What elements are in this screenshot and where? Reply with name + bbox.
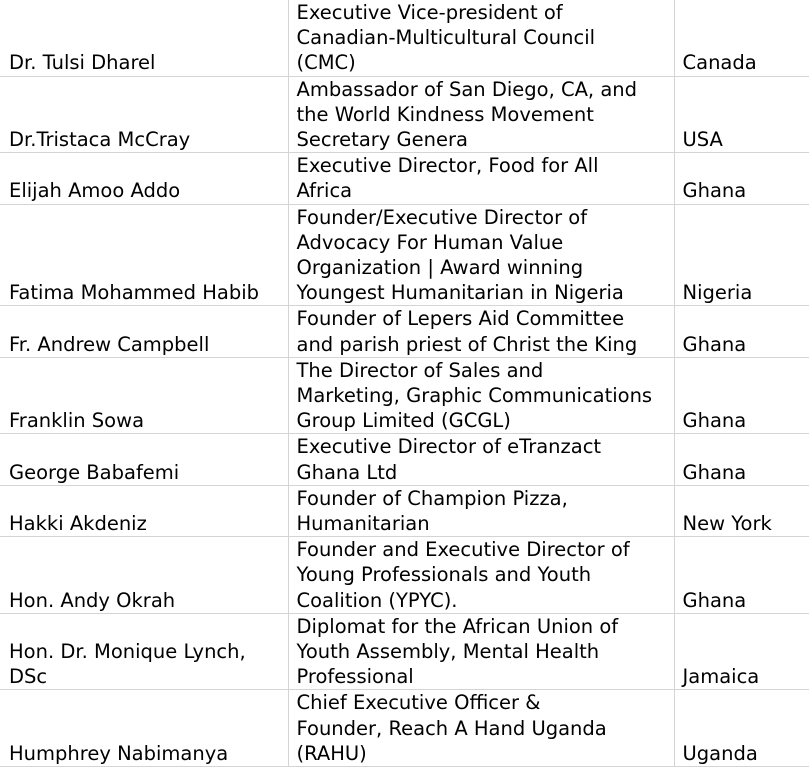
role-cell xyxy=(288,690,674,767)
role-text: Advocacy For Human Value xyxy=(296,230,564,254)
name-text: Fatima Mohammed Habib xyxy=(9,281,259,305)
name-cell xyxy=(0,76,288,153)
country-text: Ghana xyxy=(682,460,747,484)
role-text: (CMC) xyxy=(296,51,356,75)
name-cell xyxy=(0,434,288,485)
table-row xyxy=(0,690,809,767)
name-text: Dr. Tulsi Dharel xyxy=(9,51,156,75)
country-text: Ghana xyxy=(682,332,747,356)
role-cell xyxy=(288,613,674,690)
name-text: Hon. Andy Okrah xyxy=(9,588,176,612)
role-text: Youth Assembly, Mental Health xyxy=(296,640,600,664)
table-row xyxy=(0,357,809,434)
role-text: Young Professionals and Youth xyxy=(296,563,592,587)
role-cell xyxy=(288,0,674,76)
name-cell xyxy=(0,204,288,306)
role-cell xyxy=(288,306,674,357)
role-text: Ghana Ltd xyxy=(296,460,398,484)
name-text: Humphrey Nabimanya xyxy=(9,741,229,765)
name-cell xyxy=(0,690,288,767)
country-cell xyxy=(674,485,809,536)
role-text: Executive Director, Food for All xyxy=(296,154,599,178)
role-text: Founder of Lepers Aid Committee xyxy=(296,307,625,331)
role-text: Africa xyxy=(296,179,353,203)
role-cell xyxy=(288,537,674,614)
name-text: Dr.Tristaca McCray xyxy=(9,128,191,152)
country-text: USA xyxy=(682,128,723,152)
table-row xyxy=(0,204,809,306)
role-text: The Director of Sales and xyxy=(296,358,544,382)
role-cell xyxy=(288,153,674,204)
role-text: (RAHU) xyxy=(296,741,367,765)
country-cell xyxy=(674,153,809,204)
name-text: DSc xyxy=(9,665,48,689)
name-cell xyxy=(0,537,288,614)
country-cell xyxy=(674,357,809,434)
role-text: Marketing, Graphic Communications xyxy=(296,384,653,408)
country-text: Nigeria xyxy=(682,281,753,305)
name-cell xyxy=(0,485,288,536)
role-text: and parish priest of Christ the King xyxy=(296,332,638,356)
country-text: Ghana xyxy=(682,588,747,612)
name-text: Elijah Amoo Addo xyxy=(9,179,181,203)
country-text: Uganda xyxy=(682,741,758,765)
name-text: Hakki Akdeniz xyxy=(9,512,147,536)
name-text: Fr. Andrew Campbell xyxy=(9,332,210,356)
country-cell xyxy=(674,204,809,306)
table-row xyxy=(0,153,809,204)
country-text: New York xyxy=(682,512,772,536)
table-row xyxy=(0,306,809,357)
role-text: Chief Executive Officer & xyxy=(296,691,541,715)
role-text: Founder of Champion Pizza, xyxy=(296,486,568,510)
role-cell xyxy=(288,76,674,153)
name-cell xyxy=(0,613,288,690)
role-text: Executive Director of eTranzact xyxy=(296,435,602,459)
name-text: Franklin Sowa xyxy=(9,409,145,433)
name-cell xyxy=(0,153,288,204)
table-row xyxy=(0,434,809,485)
role-text: Professional xyxy=(296,665,414,689)
role-text: Youngest Humanitarian in Nigeria xyxy=(296,281,624,305)
role-text: Founder and Executive Director of xyxy=(296,538,630,562)
table-row xyxy=(0,613,809,690)
country-cell xyxy=(674,690,809,767)
role-cell xyxy=(288,434,674,485)
name-text: George Babafemi xyxy=(9,460,180,484)
role-cell xyxy=(288,204,674,306)
role-text: Founder, Reach A Hand Uganda xyxy=(296,716,607,740)
name-cell xyxy=(0,306,288,357)
country-text: Ghana xyxy=(682,179,747,203)
country-cell xyxy=(674,306,809,357)
country-text: Ghana xyxy=(682,409,747,433)
role-text: Executive Vice-president of xyxy=(296,1,563,24)
country-cell xyxy=(674,0,809,76)
country-cell xyxy=(674,76,809,153)
name-cell xyxy=(0,357,288,434)
role-text: Coalition (YPYC). xyxy=(296,588,458,612)
role-text: Group Limited (GCGL) xyxy=(296,409,511,433)
role-text: Organization | Award winning xyxy=(296,256,584,280)
role-text: Founder/Executive Director of xyxy=(296,205,588,229)
country-cell xyxy=(674,537,809,614)
country-cell xyxy=(674,613,809,690)
role-text: Secretary Genera xyxy=(296,128,468,152)
role-text: Canadian-Multicultural Council xyxy=(296,26,596,50)
name-cell xyxy=(0,0,288,76)
country-text: Jamaica xyxy=(682,665,760,689)
role-text: Diplomat for the African Union of xyxy=(296,614,619,638)
table-row xyxy=(0,485,809,536)
role-cell xyxy=(288,485,674,536)
country-text: Canada xyxy=(682,51,757,75)
role-text: the World Kindness Movement xyxy=(296,102,594,126)
role-text: Humanitarian xyxy=(296,512,430,536)
table-row xyxy=(0,0,809,76)
name-text: Hon. Dr. Monique Lynch, xyxy=(9,640,246,664)
country-cell xyxy=(674,434,809,485)
table-row xyxy=(0,537,809,614)
table-row xyxy=(0,76,809,153)
role-text: Ambassador of San Diego, CA, and xyxy=(296,77,638,101)
role-cell xyxy=(288,357,674,434)
